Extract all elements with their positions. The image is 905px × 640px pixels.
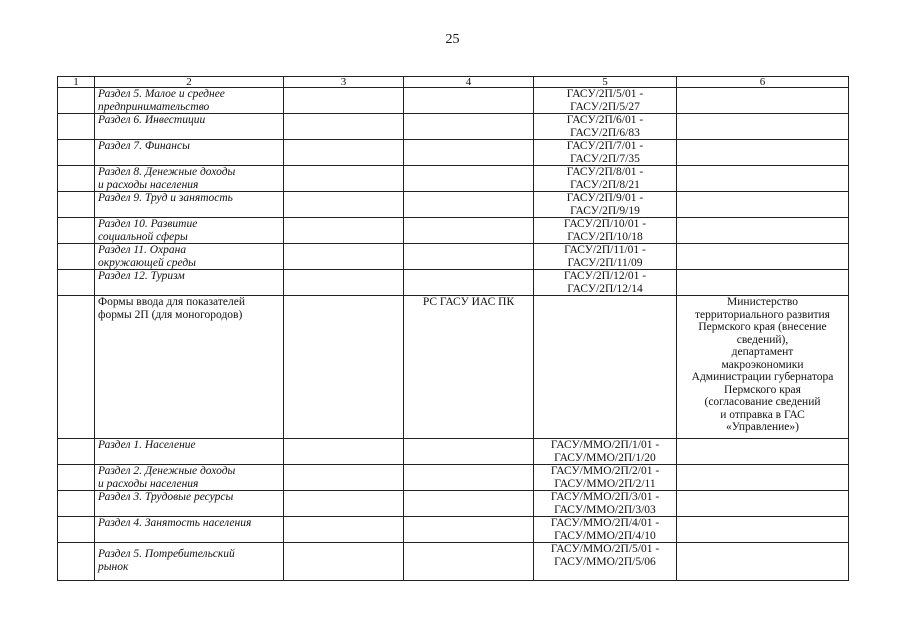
code-end: ГАСУ/ММО/2П/4/10 [554,529,656,542]
section-name-line: Раздел 8. Денежные доходы [98,166,236,178]
empty-cell [284,439,404,465]
code-end: ГАСУ/ММО/2П/2/11 [554,477,656,490]
code-start: ГАСУ/2П/8/01 - [566,166,644,178]
system-cell [404,491,534,517]
organization-line: Министерство [727,296,798,308]
code-end: ГАСУ/2П/6/83 [570,126,640,139]
organization-cell [677,88,849,114]
column-header: 6 [677,77,849,88]
table-row [58,140,849,166]
system-cell: РС ГАСУ ИАС ПК [404,296,534,439]
row-number-cell [58,439,95,465]
table-row [58,491,849,517]
organization-line: Администрации губернатора [691,371,834,383]
row-number-cell [58,491,95,517]
page-number: 25 [445,32,460,47]
organization-line: Пермского края (внесение [698,321,827,333]
system-cell [404,88,534,114]
code-range-cell [534,491,677,517]
section-name-cell [95,543,284,581]
organization-cell [677,244,849,270]
section-name-cell [95,88,284,114]
section-name-line: Раздел 11. Охрана [98,244,187,256]
organization-line: Пермского края [724,383,801,396]
code-end: ГАСУ/2П/5/27 [570,100,640,113]
row-number-cell [58,244,95,270]
row-number-cell [58,517,95,543]
empty-cell [284,296,404,439]
empty-cell [284,192,404,218]
code-start: ГАСУ/ММО/2П/1/01 - [550,439,660,451]
row-number-cell [58,192,95,218]
row-number-cell [58,88,95,114]
group-name-line: Формы ввода для показателей [98,296,245,308]
empty-cell [284,88,404,114]
section-name-cell [95,465,284,491]
section-name-line: Раздел 6. Инвестиции [98,114,206,126]
table-row [58,517,849,543]
table-row [58,543,849,581]
section-name-cell [95,270,284,296]
empty-cell [284,270,404,296]
code-start: ГАСУ/2П/11/01 - [564,244,646,256]
code-end: ГАСУ/ММО/2П/5/06 [554,555,656,568]
column-header: 1 [58,77,95,88]
code-start: ГАСУ/2П/10/01 - [563,218,647,230]
system-cell [404,218,534,244]
row-number-cell [58,166,95,192]
row-number-cell [58,140,95,166]
organization-line: территориального развития [695,308,830,321]
empty-cell [284,140,404,166]
section-name-line: Раздел 2. Денежные доходы [98,465,236,477]
organization-cell [677,218,849,244]
code-range-cell [534,140,677,166]
section-name-line: окружающей среды [98,256,196,269]
code-start: ГАСУ/2П/7/01 - [566,140,644,152]
empty-cell [284,218,404,244]
code-range-cell [534,88,677,114]
group-row [58,296,849,439]
column-header: 3 [284,77,404,88]
section-name-line: Раздел 1. Население [98,439,196,451]
section-name-line: Раздел 10. Развитие [98,218,198,230]
code-end: ГАСУ/2П/8/21 [570,178,640,191]
row-number-cell [58,270,95,296]
code-start: ГАСУ/ММО/2П/3/01 - [550,491,660,503]
code-start: ГАСУ/2П/12/01 - [563,270,647,282]
table-row [58,192,849,218]
empty-cell [284,543,404,581]
table-row [58,270,849,296]
organization-line: «Управление») [725,421,799,433]
system-cell [404,543,534,581]
table-row [58,465,849,491]
code-end: ГАСУ/2П/7/35 [570,152,640,165]
organization-line: макроэкономики [721,358,804,371]
section-name-line: Раздел 4. Занятость населения [98,517,252,529]
section-name-line: Раздел 3. Трудовые ресурсы [98,491,234,503]
organization-cell [677,543,849,581]
organization-line: сведений), [736,333,789,346]
section-name-cell [95,517,284,543]
code-range-cell [534,543,677,581]
table-header-row [58,77,849,88]
system-cell [404,244,534,270]
document-table [57,76,849,581]
section-name-line: и расходы населения [98,477,199,490]
system-cell [404,192,534,218]
table-row [58,114,849,140]
organization-cell [677,192,849,218]
column-header: 4 [404,77,534,88]
code-start: ГАСУ/2П/9/01 - [566,192,644,204]
system-cell [404,140,534,166]
table-row [58,166,849,192]
section-name-line: и расходы населения [98,178,199,191]
empty-cell [284,166,404,192]
code-range-cell [534,270,677,296]
code-end: ГАСУ/2П/10/18 [567,230,643,243]
code-range-cell [534,166,677,192]
organization-cell [677,166,849,192]
code-range-cell [534,192,677,218]
system-cell [404,465,534,491]
table-row [58,218,849,244]
organization-cell [677,114,849,140]
section-name-cell [95,114,284,140]
section-name-line: Раздел 12. Туризм [98,270,185,282]
empty-cell [284,517,404,543]
section-name-line: предпринимательство [98,100,210,113]
system-cell [404,517,534,543]
section-name-line: Раздел 9. Труд и занятость [98,192,233,204]
organization-cell [677,517,849,543]
group-name-cell [95,296,284,439]
organization-line: и отправка в ГАС [720,408,805,421]
code-end: ГАСУ/2П/11/09 [567,256,643,269]
code-end: ГАСУ/ММО/2П/1/20 [554,451,656,464]
organization-line: (согласование сведений [704,396,821,408]
section-name-cell [95,218,284,244]
section-name-line: социальной сферы [98,230,188,243]
code-end: ГАСУ/2П/12/14 [567,282,643,295]
section-name-cell [95,491,284,517]
column-header: 5 [534,77,677,88]
code-range-cell [534,218,677,244]
group-name-line: формы 2П (для моногородов) [98,308,243,321]
code-range-cell [534,465,677,491]
code-start: ГАСУ/2П/6/01 - [566,114,644,126]
table-row [58,88,849,114]
organization-cell [677,296,849,439]
code-range-cell [534,517,677,543]
code-start: ГАСУ/ММО/2П/2/01 - [550,465,660,477]
code-end: ГАСУ/ММО/2П/3/03 [554,503,656,516]
code-start: ГАСУ/ММО/2П/5/01 - [550,543,660,555]
code-start: ГАСУ/2П/5/01 - [566,88,644,100]
row-number-cell [58,543,95,581]
row-number-cell [58,296,95,439]
empty-cell [284,491,404,517]
section-name-line: рынок [98,560,129,573]
system-cell [404,114,534,140]
organization-line: департамент [731,346,794,358]
code-end: ГАСУ/2П/9/19 [570,204,640,217]
system-cell [404,166,534,192]
empty-cell [284,244,404,270]
empty-cell [284,114,404,140]
system-cell [404,439,534,465]
section-name-cell [95,192,284,218]
section-name-line: Раздел 5. Потребительский [98,548,235,560]
table-row [58,439,849,465]
code-start: ГАСУ/ММО/2П/4/01 - [550,517,660,529]
section-name-cell [95,140,284,166]
organization-cell [677,270,849,296]
organization-cell [677,465,849,491]
empty-cell [284,465,404,491]
column-header: 2 [95,77,284,88]
section-name-cell [95,439,284,465]
code-range-cell [534,439,677,465]
row-number-cell [58,218,95,244]
organization-cell [677,439,849,465]
table-row [58,244,849,270]
code-range-cell [534,114,677,140]
section-name-cell [95,166,284,192]
organization-cell [677,491,849,517]
code-range-cell [534,244,677,270]
row-number-cell [58,114,95,140]
code-range-cell [534,296,677,439]
section-name-cell [95,244,284,270]
section-name-line: Раздел 7. Финансы [98,140,190,152]
section-name-line: Раздел 5. Малое и среднее [98,88,225,100]
row-number-cell [58,465,95,491]
organization-cell [677,140,849,166]
system-cell [404,270,534,296]
